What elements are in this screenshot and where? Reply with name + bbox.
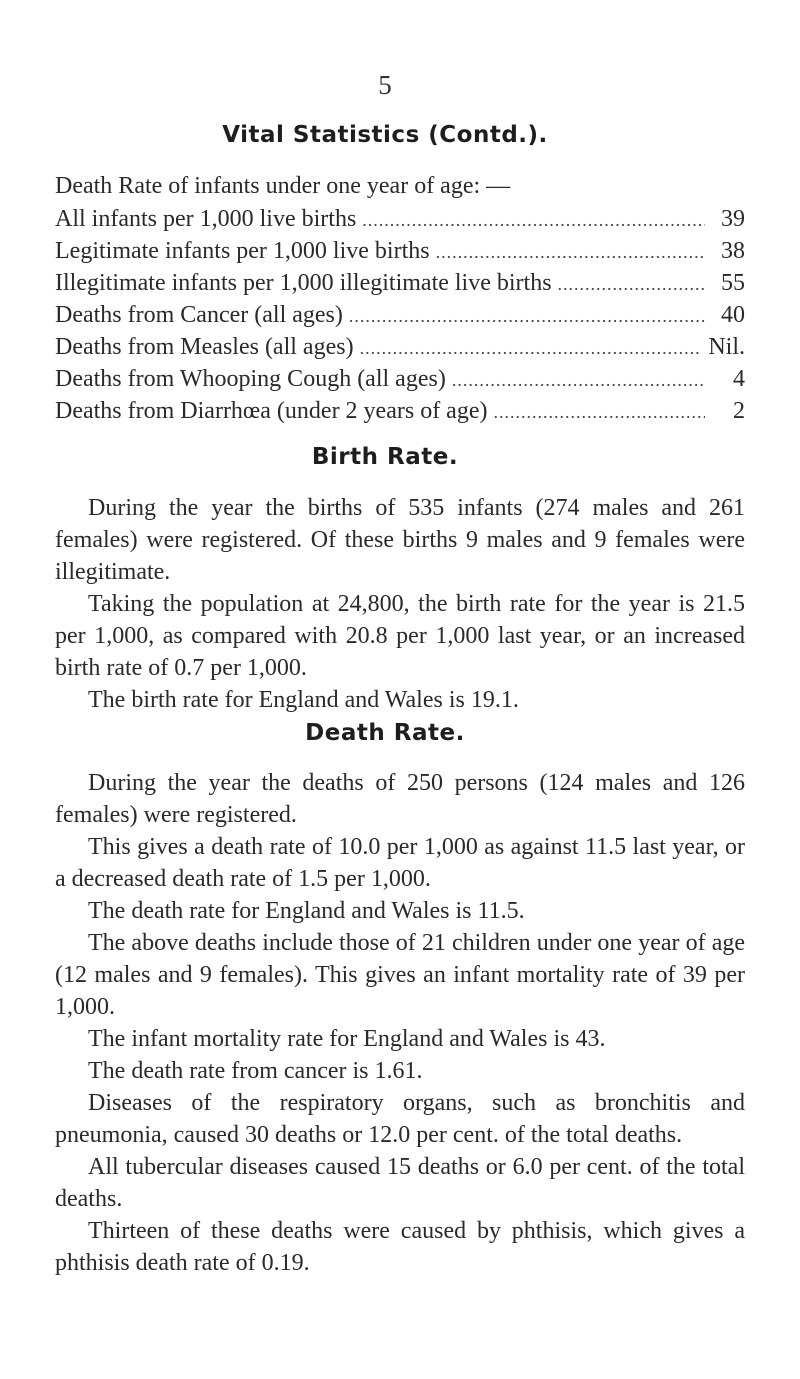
paragraph: Thirteen of these deaths were caused by phthisis, which gives a phthisis death rate of 0.19. [55,1218,745,1276]
stat-row-whooping-cough-deaths [55,363,745,395]
stat-value: 4 [733,366,745,392]
dot-leader [452,364,705,395]
stat-value: Nil. [708,334,745,360]
paragraph: During the year the births of 535 infants (274 males and 261 females) were registered. Of these births 9 males and 9 females were illegitimate. [55,495,745,585]
dot-leader [436,236,705,267]
stat-label: Illegitimate infants per 1,000 illegitimate live births [55,270,552,296]
stat-label: Deaths from Measles (all ages) [55,334,354,360]
stat-value: 40 [721,302,745,328]
stat-label: Legitimate infants per 1,000 live births [55,238,430,264]
stat-row-illegitimate-infants [55,267,745,299]
death-rate-section [55,767,745,1279]
paragraph: The death rate for England and Wales is 11.5. [88,898,525,924]
page-number: 5 [378,70,392,100]
dot-leader [493,396,705,427]
dot-leader [558,268,705,299]
stat-label: Deaths from Diarrhœa (under 2 years of age) [55,398,488,424]
stat-row-cancer-deaths [55,299,745,331]
dot-leader [362,204,705,235]
stat-value: 2 [733,398,745,424]
infant-death-rate-intro: Death Rate of infants under one year of age: — [55,173,511,199]
stat-label: All infants per 1,000 live births [55,206,357,232]
stat-row-all-infants [55,203,745,235]
stat-value: 38 [721,238,745,264]
paragraph: All tubercular diseases caused 15 deaths or 6.0 per cent. of the total deaths. [55,1154,745,1212]
paragraph: The infant mortality rate for England and Wales is 43. [88,1026,606,1052]
stat-label: Deaths from Cancer (all ages) [55,302,343,328]
stat-row-legitimate-infants [55,235,745,267]
dot-leader [349,300,705,331]
birth-rate-section [55,492,745,716]
vital-statistics-heading: Vital Statistics (Contd.). [222,122,548,148]
stat-row-measles-deaths [55,331,745,363]
dot-leader [360,332,703,363]
birth-rate-heading: Birth Rate. [311,444,459,470]
paragraph: The death rate from cancer is 1.61. [88,1058,423,1084]
stat-value: 39 [721,206,745,232]
death-rate-heading: Death Rate. [305,720,465,746]
paragraph: Diseases of the respiratory organs, such as bronchitis and pneumonia, caused 30 deaths or 12.0 per cent. of the total deaths. [55,1090,745,1148]
stat-value: 55 [721,270,745,296]
paragraph: During the year the deaths of 250 persons (124 males and 126 females) were registered. [55,770,745,828]
stat-label: Deaths from Whooping Cough (all ages) [55,366,446,392]
statistics-list [55,203,745,427]
paragraph: Taking the population at 24,800, the birth rate for the year is 21.5 per 1,000, as compared with 20.8 per 1,000 last year, or an increased birth rate of 0.7 per 1,000. [55,591,745,681]
paragraph: This gives a death rate of 10.0 per 1,000 as against 11.5 last year, or a decreased death rate of 1.5 per 1,000. [55,834,745,892]
stat-row-diarrhoea-deaths [55,395,745,427]
paragraph: The birth rate for England and Wales is 19.1. [88,687,519,713]
paragraph: The above deaths include those of 21 children under one year of age (12 males and 9 females). This gives an infant mortality rate of 39 per 1,000. [55,930,745,1020]
